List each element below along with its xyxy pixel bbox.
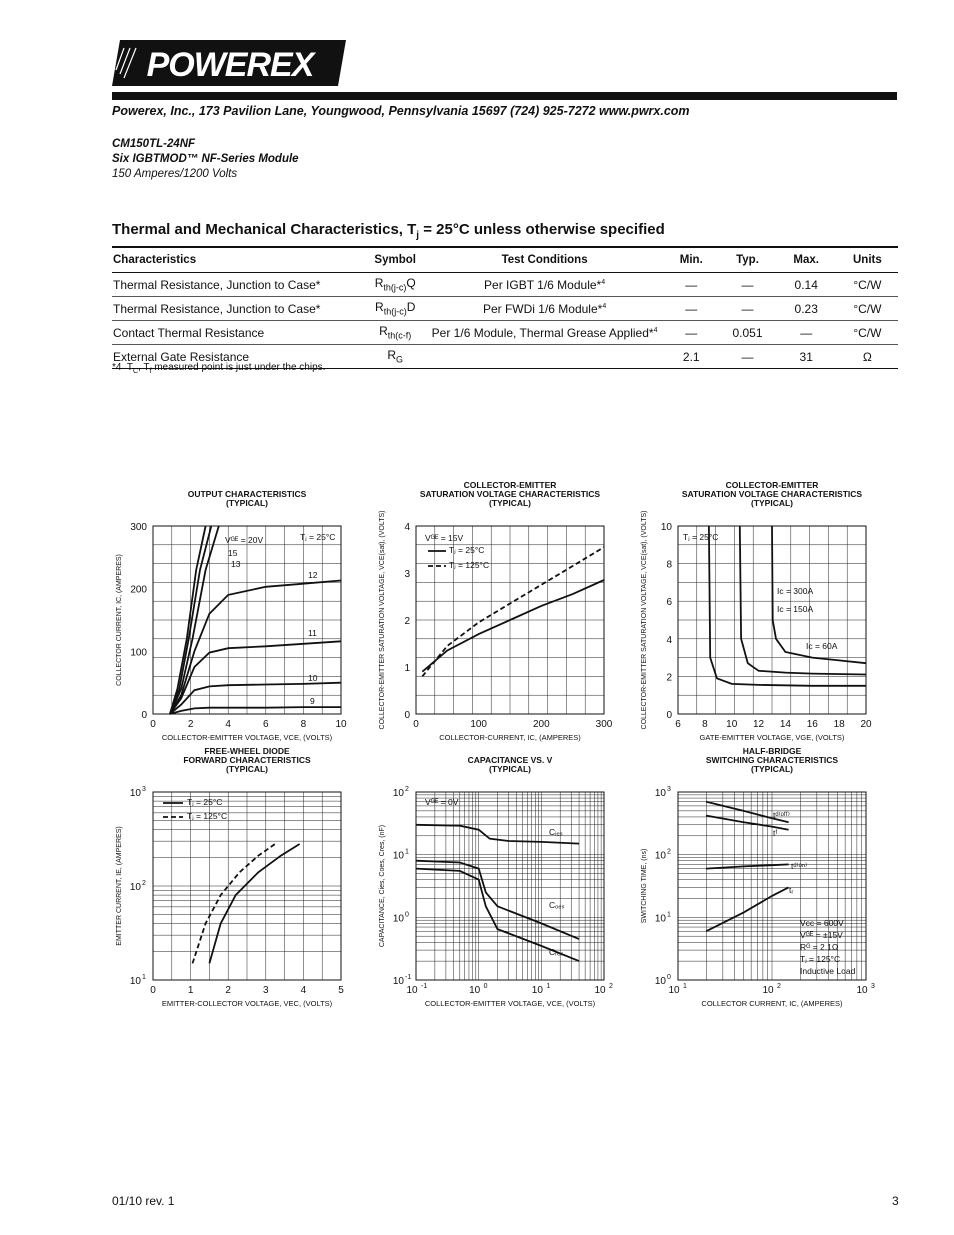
x-tick-label: 10 — [335, 719, 347, 730]
y-tick-label: 100 — [130, 647, 147, 659]
y-tick-exponent: 1 — [405, 848, 409, 856]
col-symbol: Symbol — [364, 247, 426, 273]
chart-4 — [116, 746, 344, 1008]
chart-title: HALF-BRIDGE — [742, 746, 802, 756]
chart-annotation: Tⱼ = 125°C — [187, 811, 228, 821]
y-tick-exponent: 2 — [667, 848, 671, 856]
chart-title: SWITCHING CHARACTERISTICS — [705, 755, 839, 765]
chart-annotation: Tⱼ = 125°C — [449, 560, 490, 570]
chart-5 — [379, 755, 613, 1008]
series-line — [706, 864, 788, 868]
chart-annotation: Vᴳᴱ = 0V — [425, 797, 459, 807]
chart-annotation: 12 — [308, 570, 318, 580]
x-tick-label: 200 — [532, 719, 550, 730]
symbol-cell: $R_{th(j-c)}Q$ — [364, 273, 426, 297]
chart-annotation: Vᴄᴄ = 600V — [800, 918, 844, 928]
chart-annotation: tᵣ — [789, 885, 794, 895]
chart-title: CAPACITANCE VS. V — [467, 755, 553, 765]
y-tick-label: 10 — [129, 976, 141, 987]
chart-annotation: Tⱼ = 25°C — [683, 532, 719, 542]
y-tick-label: 4 — [404, 522, 410, 533]
units-cell: °C/W — [837, 273, 898, 297]
chart-title: SATURATION VOLTAGE CHARACTERISTICS — [419, 489, 601, 499]
chart-grid — [416, 792, 604, 980]
y-tick-label: 2 — [404, 616, 410, 627]
col-test-conditions: Test Conditions — [426, 247, 663, 273]
units-cell: Ω — [837, 345, 898, 369]
x-axis-label: COLLECTOR CURRENT, IC, (AMPERES) — [701, 999, 843, 1008]
series-line — [193, 843, 278, 964]
y-tick-exponent: 0 — [667, 974, 671, 981]
max-cell: 0.14 — [776, 273, 837, 297]
series-line — [170, 683, 341, 714]
x-tick-label: 10 — [726, 719, 738, 730]
chart-annotation: 15 — [228, 548, 238, 558]
x-tick-exponent: 2 — [777, 983, 781, 990]
chart-annotation: Vᴳᴱ = ±15V — [800, 930, 843, 940]
y-tick-exponent: 1 — [667, 911, 671, 919]
series-line — [706, 887, 788, 931]
y-tick-label: 10 — [392, 788, 404, 799]
chart-title: FORWARD CHARACTERISTICS — [183, 755, 311, 765]
chart-2 — [379, 480, 613, 742]
chart-annotation: Iᴄ = 150A — [777, 604, 814, 614]
col-min: Min. — [663, 247, 719, 273]
chart-annotation: 9 — [310, 696, 315, 706]
chart-title: (TYPICAL) — [225, 764, 269, 774]
units-cell: °C/W — [837, 321, 898, 345]
y-tick-exponent: 3 — [667, 786, 671, 793]
typ-cell: 0.051 — [719, 321, 775, 345]
min-cell: — — [663, 273, 719, 297]
x-tick-label: 2 — [187, 719, 194, 730]
x-tick-label: 5 — [338, 985, 344, 996]
series-line — [422, 580, 604, 672]
chart-title: (TYPICAL) — [750, 764, 794, 774]
x-tick-label: 18 — [833, 719, 845, 730]
condition-cell: Per 1/6 Module, Thermal Grease Applied*$^4$ — [426, 321, 663, 345]
condition-cell: Per FWDi 1/6 Module*$^4$ — [426, 297, 663, 321]
col-typ: Typ. — [719, 247, 775, 273]
chart-annotation: Tⱼ = 25°C — [300, 532, 336, 542]
x-tick-exponent: 3 — [871, 983, 875, 990]
y-tick-label: 10 — [654, 850, 666, 862]
chart-annotation: Tⱼ = 125°C — [800, 954, 841, 964]
x-tick-label: 4 — [300, 985, 307, 996]
x-tick-exponent: 2 — [609, 983, 613, 990]
x-tick-label: 8 — [702, 719, 708, 730]
chart-annotation: Tⱼ = 25°C — [187, 797, 223, 807]
y-tick-label: 2 — [666, 672, 672, 684]
y-tick-label: 4 — [666, 634, 672, 646]
characteristic-cell: External Gate Resistance — [112, 345, 364, 369]
x-tick-label: 6 — [675, 719, 681, 730]
y-tick-label: 0 — [141, 710, 147, 721]
page-number: 3 — [892, 1194, 899, 1208]
chart-title: (TYPICAL) — [488, 764, 532, 774]
x-tick-label: 6 — [263, 719, 269, 730]
x-tick-exponent: 1 — [546, 983, 551, 990]
max-cell: 0.23 — [776, 297, 837, 321]
x-tick-label: 10 — [469, 985, 481, 996]
y-tick-label: 10 — [654, 788, 666, 799]
svg-text:POWEREX: POWEREX — [146, 46, 314, 84]
y-tick-label: 8 — [666, 559, 672, 571]
x-tick-label: 10 — [668, 985, 680, 996]
x-tick-label: 10 — [762, 985, 774, 996]
chart-annotation: Vᴳᴱ = 20V — [225, 535, 264, 545]
revision-label: 01/10 rev. 1 — [112, 1194, 175, 1208]
y-tick-label: 10 — [392, 850, 404, 862]
y-tick-label: 200 — [130, 584, 147, 596]
chart-annotation: 11 — [308, 628, 317, 638]
series-line — [209, 844, 299, 963]
chart-annotation: Iᴄ = 60A — [806, 641, 838, 651]
col-units: Units — [837, 247, 898, 273]
x-tick-exponent: 0 — [483, 983, 488, 990]
y-tick-label: 10 — [129, 882, 141, 893]
typ-cell: — — [719, 297, 775, 321]
x-tick-label: 10 — [594, 985, 606, 996]
series-line — [170, 707, 341, 714]
chart-3 — [641, 480, 872, 742]
chart-annotation: tᶠ — [773, 828, 778, 838]
chart-annotation: 13 — [231, 559, 241, 569]
chart-annotation: Vᴳᴱ = 15V — [425, 533, 464, 543]
chart-title: SATURATION VOLTAGE CHARACTERISTICS — [681, 489, 863, 499]
characteristic-cell: Thermal Resistance, Junction to Case* — [112, 297, 364, 321]
x-tick-label: 0 — [150, 719, 156, 730]
company-address: Powerex, Inc., 173 Pavilion Lane, Youngwood, Pennsylvania 15697 (724) 925-7272 www.pwrx.com — [112, 104, 690, 118]
x-tick-label: 14 — [779, 719, 791, 730]
chart-title: COLLECTOR-EMITTER — [725, 480, 819, 490]
x-axis-label: COLLECTOR-EMITTER VOLTAGE, VCE, (VOLTS) — [161, 733, 333, 742]
max-cell: 31 — [776, 345, 837, 369]
y-tick-label: 10 — [654, 976, 666, 987]
x-tick-label: 0 — [150, 985, 156, 996]
chart-grid — [153, 792, 341, 980]
y-tick-label: 10 — [129, 788, 141, 799]
y-axis-label: COLLECTOR-EMITTER SATURATION VOLTAGE, VCE(sat), (VOLTS) — [641, 510, 648, 730]
y-axis-label: CAPACITANCE, Cies, Coes, Cres, (nF) — [379, 824, 386, 948]
chart-annotation: Cₒₑₛ — [549, 900, 565, 910]
x-tick-label: 1 — [187, 985, 194, 996]
characteristic-cell: Contact Thermal Resistance — [112, 321, 364, 345]
y-tick-label: 3 — [404, 569, 410, 580]
units-cell: °C/W — [837, 297, 898, 321]
table-footnote: *4 $T_C$, $T_f$ measured point is just under the chips. — [112, 362, 326, 375]
chart-annotation: Rᴳ = 2.1Ω — [800, 942, 839, 952]
x-tick-exponent: 1 — [683, 983, 687, 990]
x-tick-label: 16 — [806, 719, 818, 730]
chart-title: COLLECTOR-EMITTER — [463, 480, 557, 490]
chart-annotation: Inductive Load — [800, 966, 856, 976]
y-tick-label: 10 — [392, 976, 404, 987]
y-tick-label: 6 — [666, 597, 672, 609]
product-name: Six IGBTMOD™ NF-Series Module — [112, 153, 299, 165]
y-axis-label: SWITCHING TIME, (ns) — [641, 848, 648, 924]
symbol-cell: $R_{th(j-c)}D$ — [364, 297, 426, 321]
chart-annotation: tᵈ⁽ᵒᶠᶠ⁾ — [773, 810, 790, 820]
y-tick-exponent: 1 — [142, 974, 146, 981]
y-axis-label: COLLECTOR CURRENT, IC, (AMPERES) — [116, 554, 123, 686]
col-max: Max. — [776, 247, 837, 273]
x-axis-label: EMITTER-COLLECTOR VOLTAGE, VEC, (VOLTS) — [161, 999, 333, 1008]
x-tick-label: 10 — [406, 985, 418, 996]
x-tick-label: 2 — [225, 985, 231, 996]
characteristic-cell: Thermal Resistance, Junction to Case* — [112, 273, 364, 297]
part-number: CM150TL-24NF — [112, 138, 196, 150]
x-tick-label: 10 — [856, 985, 868, 996]
x-tick-exponent: -1 — [421, 983, 428, 990]
x-axis-label: GATE-EMITTER VOLTAGE, VGE, (VOLTS) — [699, 733, 845, 742]
x-tick-label: 20 — [860, 719, 872, 730]
max-cell: — — [776, 321, 837, 345]
chart-title: OUTPUT CHARACTERISTICS — [187, 489, 307, 499]
chart-annotation: Iᴄ = 300A — [777, 586, 814, 596]
typ-cell: — — [719, 345, 775, 369]
typ-cell: — — [719, 273, 775, 297]
x-tick-label: 10 — [531, 985, 543, 996]
y-tick-label: 300 — [130, 522, 147, 533]
x-tick-label: 8 — [300, 719, 307, 730]
y-tick-label: 10 — [654, 913, 666, 925]
y-tick-exponent: -1 — [405, 974, 412, 981]
x-tick-label: 100 — [470, 719, 488, 730]
chart-title: (TYPICAL) — [225, 498, 269, 508]
y-tick-exponent: 2 — [142, 880, 146, 887]
y-tick-exponent: 2 — [405, 786, 409, 793]
x-tick-label: 3 — [263, 985, 269, 996]
x-tick-label: 12 — [753, 719, 765, 730]
chart-title: (TYPICAL) — [488, 498, 532, 508]
min-cell: — — [663, 297, 719, 321]
y-tick-label: 10 — [392, 913, 404, 925]
y-axis-label: EMITTER CURRENT, IE, (AMPERES) — [116, 826, 123, 946]
col-characteristics: Characteristics — [112, 247, 364, 273]
chart-annotation: Cᵣₑₛ — [549, 947, 564, 957]
chart-title: FREE-WHEEL DIODE — [204, 746, 290, 756]
symbol-cell: $R_{th(c-f)}$ — [364, 321, 426, 345]
symbol-cell: $R_G$ — [364, 345, 426, 369]
x-tick-label: 0 — [413, 719, 419, 730]
chart-annotation: Tⱼ = 25°C — [449, 545, 485, 555]
section-title: Thermal and Mechanical Characteristics, $T_j = 25^\circ C$ unless otherwise specified — [112, 221, 665, 241]
x-tick-label: 4 — [225, 719, 231, 730]
y-tick-exponent: 0 — [405, 911, 409, 919]
condition-cell: Per IGBT 1/6 Module*$^4$ — [426, 273, 663, 297]
y-axis-label: COLLECTOR-EMITTER SATURATION VOLTAGE, VCE(sat), (VOLTS) — [379, 510, 386, 730]
min-cell: 2.1 — [663, 345, 719, 369]
min-cell: — — [663, 321, 719, 345]
y-tick-label: 10 — [660, 522, 672, 533]
y-tick-label: 0 — [666, 710, 672, 721]
chart-title: (TYPICAL) — [750, 498, 794, 508]
x-tick-label: 300 — [595, 719, 613, 730]
y-tick-label: 1 — [404, 663, 410, 674]
chart-annotation: 10 — [308, 673, 318, 683]
y-tick-exponent: 3 — [142, 786, 146, 793]
product-rating: 150 Amperes/1200 Volts — [112, 168, 238, 180]
y-tick-label: 0 — [404, 710, 410, 721]
chart-annotation: Cᵢₑₛ — [549, 827, 563, 837]
chart-annotation: tᵈ⁽ᵒⁿ⁾ — [791, 861, 808, 871]
x-axis-label: COLLECTOR-EMITTER VOLTAGE, VCE, (VOLTS) — [424, 999, 596, 1008]
chart-frame — [416, 792, 604, 980]
x-axis-label: COLLECTOR-CURRENT, IC, (AMPERES) — [439, 733, 581, 742]
